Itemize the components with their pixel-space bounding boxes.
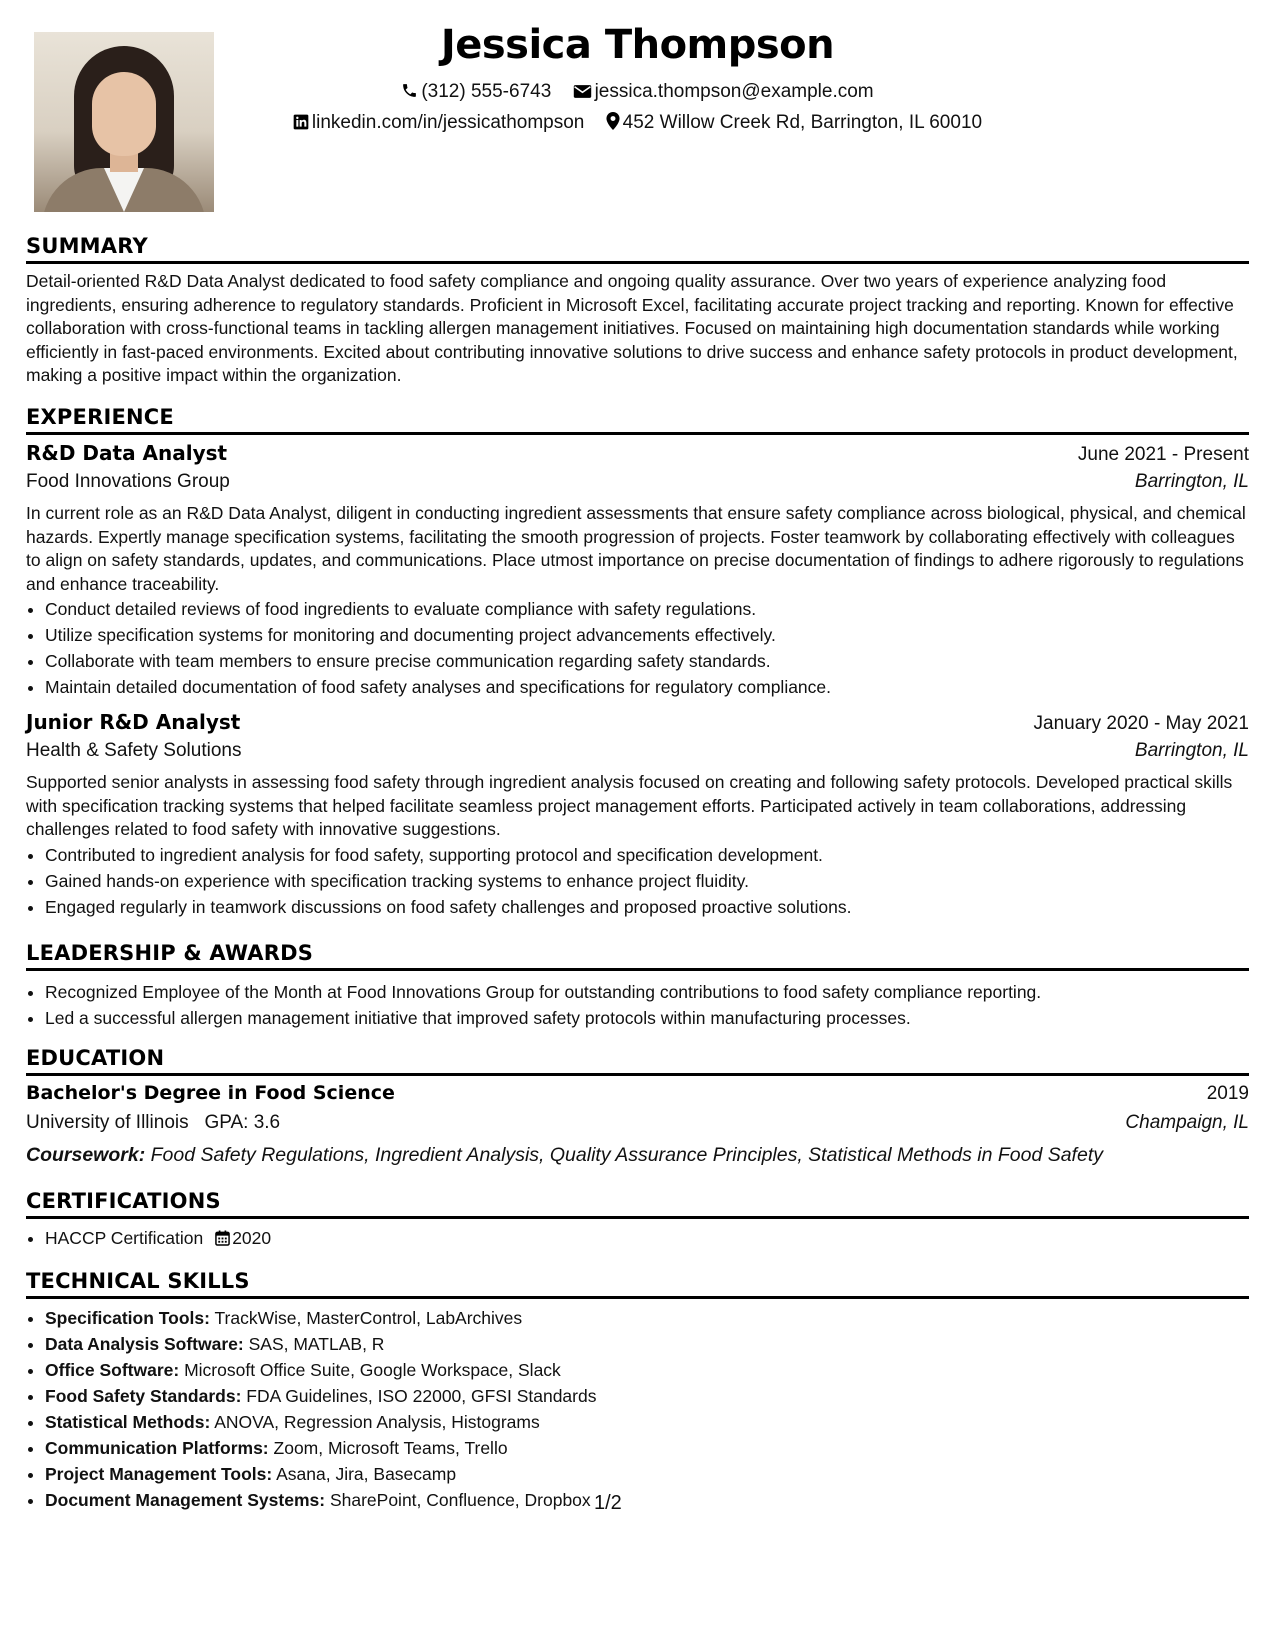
job-title: R&D Data Analyst: [26, 441, 228, 465]
summary-section: [26, 234, 1249, 388]
certifications-heading: CERTIFICATIONS: [26, 1189, 1249, 1219]
skill-label: Document Management Systems:: [45, 1490, 326, 1510]
skill-value: Zoom, Microsoft Teams, Trello: [273, 1438, 508, 1458]
job-entry: [26, 441, 1249, 700]
candidate-name: Jessica Thompson: [440, 22, 835, 68]
phone-item: [401, 81, 551, 103]
contact-line-1: [26, 81, 1249, 103]
list-item: • Led a successful allergen management initiative that improved safety protocols within manufacturing processes.: [45, 1005, 1249, 1031]
list-item: [45, 1305, 1249, 1331]
calendar-icon: [215, 1230, 230, 1246]
job-title: Junior R&D Analyst: [26, 710, 241, 734]
page-number: 1/2: [594, 1492, 622, 1514]
certifications-section: [26, 1189, 1249, 1251]
leadership-heading: LEADERSHIP & AWARDS: [26, 941, 1249, 971]
map-pin-icon: [606, 112, 620, 130]
coursework-list: Food Safety Regulations, Ingredient Analysis, Quality Assurance Principles, Statistical Methods in Food Safety: [150, 1144, 1103, 1166]
leadership-section: [26, 941, 1249, 1031]
certifications-list: [26, 1225, 1249, 1251]
contact-line-2: [26, 112, 1249, 134]
skills-list: [26, 1305, 1249, 1513]
certification-year: 2020: [232, 1228, 272, 1248]
list-item: [45, 1331, 1249, 1357]
list-item: [45, 1435, 1249, 1461]
skill-label: Statistical Methods:: [45, 1412, 211, 1432]
skill-label: Food Safety Standards:: [45, 1386, 242, 1406]
school-location: Champaign, IL: [1125, 1112, 1249, 1133]
list-item: • Conduct detailed reviews of food ingredients to evaluate compliance with safety regulations.: [45, 596, 1249, 622]
list-item: • Collaborate with team members to ensure precise communication regarding safety standards.: [45, 648, 1249, 674]
awards-list: [26, 979, 1249, 1031]
list-item: • Gained hands-on experience with specification tracking systems to enhance project fluidity.: [45, 868, 1249, 894]
job-dates: January 2020 - May 2021: [1033, 713, 1249, 734]
coursework: [26, 1144, 1249, 1167]
experience-section: [26, 405, 1249, 920]
skill-value: FDA Guidelines, ISO 22000, GFSI Standards: [246, 1386, 597, 1406]
skills-section: [26, 1269, 1249, 1513]
company-name: Health & Safety Solutions: [26, 740, 242, 761]
certification-name: HACCP Certification: [45, 1228, 204, 1248]
address-text: 452 Willow Creek Rd, Barrington, IL 60010: [622, 112, 983, 133]
address-item: [606, 112, 982, 134]
list-item: [45, 1409, 1249, 1435]
linkedin-icon: [293, 114, 309, 130]
coursework-label: Coursework:: [26, 1144, 146, 1166]
education-section: [26, 1046, 1249, 1167]
list-item: [45, 1487, 1249, 1513]
email-link[interactable]: jessica.thompson@example.com: [594, 81, 874, 102]
phone-text: (312) 555-6743: [421, 81, 552, 102]
list-item: • Maintain detailed documentation of food safety analyses and specifications for regulatory compliance.: [45, 674, 1249, 700]
job-description: Supported senior analysts in assessing food safety through ingredient analysis focused on creating and following safety protocols. Developed practical skills with specification tracking systems that helped facilitate seamless project management efforts. Participated actively in team collaborations, addressing challenges related to food safety with innovative suggestions.: [26, 772, 1233, 839]
skill-label: Specification Tools:: [45, 1308, 210, 1328]
job-bullets: [26, 596, 1249, 700]
job-location: Barrington, IL: [1134, 471, 1249, 492]
list-item: [45, 1383, 1249, 1409]
job-bullets: [26, 842, 1249, 920]
company-name: Food Innovations Group: [26, 471, 230, 492]
skill-label: Data Analysis Software:: [45, 1334, 244, 1354]
graduation-year: 2019: [1206, 1083, 1249, 1104]
list-item: • Engaged regularly in teamwork discussions on food safety challenges and proposed proactive solutions.: [45, 894, 1249, 920]
skill-value: ANOVA, Regression Analysis, Histograms: [214, 1412, 540, 1432]
school-gpa: University of Illinois GPA: 3.6: [26, 1112, 281, 1133]
list-item: • Utilize specification systems for monitoring and documenting project advancements effectively.: [45, 622, 1249, 648]
job-entry: [26, 710, 1249, 920]
list-item: • Recognized Employee of the Month at Food Innovations Group for outstanding contributions to food safety compliance reporting.: [45, 979, 1249, 1005]
linkedin-item[interactable]: [293, 112, 584, 134]
skill-value: SharePoint, Confluence, Dropbox: [329, 1490, 591, 1510]
list-item: [45, 1357, 1249, 1383]
job-location: Barrington, IL: [1134, 740, 1249, 761]
linkedin-link[interactable]: linkedin.com/in/jessicathompson: [311, 112, 585, 133]
email-item[interactable]: [573, 81, 874, 103]
experience-heading: EXPERIENCE: [26, 405, 1249, 435]
degree-title: Bachelor's Degree in Food Science: [26, 1082, 395, 1104]
skill-value: SAS, MATLAB, R: [248, 1334, 385, 1354]
skill-value: TrackWise, MasterControl, LabArchives: [214, 1308, 523, 1328]
skill-label: Project Management Tools:: [45, 1464, 273, 1484]
phone-icon: [401, 82, 418, 99]
list-item: [45, 1225, 1249, 1251]
summary-text: Detail-oriented R&D Data Analyst dedicated to food safety compliance and ongoing quality assurance. Over two years of experience analyzing food ingredients, ensuring adherence to regulatory standards. Proficient in Microsoft Excel, facilitating accurate project tracking and reporting. Known for effective collaboration with cross-functional teams in tackling allergen management initiatives. Focused on maintaining high documentation standards while working efficiently in fast-paced environments. Excited about contributing innovative solutions to drive success and enhance safety protocols in product development, making a positive impact within the organization.: [26, 271, 1238, 385]
education-heading: EDUCATION: [26, 1046, 1249, 1076]
skill-label: Office Software:: [45, 1360, 180, 1380]
list-item: • Contributed to ingredient analysis for food safety, supporting protocol and specification development.: [45, 842, 1249, 868]
summary-heading: SUMMARY: [26, 234, 1249, 264]
job-dates: June 2021 - Present: [1077, 444, 1249, 465]
skill-value: Asana, Jira, Basecamp: [276, 1464, 457, 1484]
resume-page: [26, 0, 1249, 1650]
skill-value: Microsoft Office Suite, Google Workspace, Slack: [184, 1360, 561, 1380]
skills-heading: TECHNICAL SKILLS: [26, 1269, 1249, 1299]
job-description: In current role as an R&D Data Analyst, diligent in conducting ingredient assessments that ensure safety compliance across biological, physical, and chemical hazards. Expertly manage specification systems, facilitating the smooth progression of projects. Foster teamwork by collaborating effectively with colleagues to align on safety standards, updates, and communications. Place utmost importance on precise documentation of findings to adhere rigorously to regulations and enhance traceability.: [26, 503, 1246, 594]
envelope-icon: [573, 84, 592, 99]
skill-label: Communication Platforms:: [45, 1438, 269, 1458]
list-item: [45, 1461, 1249, 1487]
